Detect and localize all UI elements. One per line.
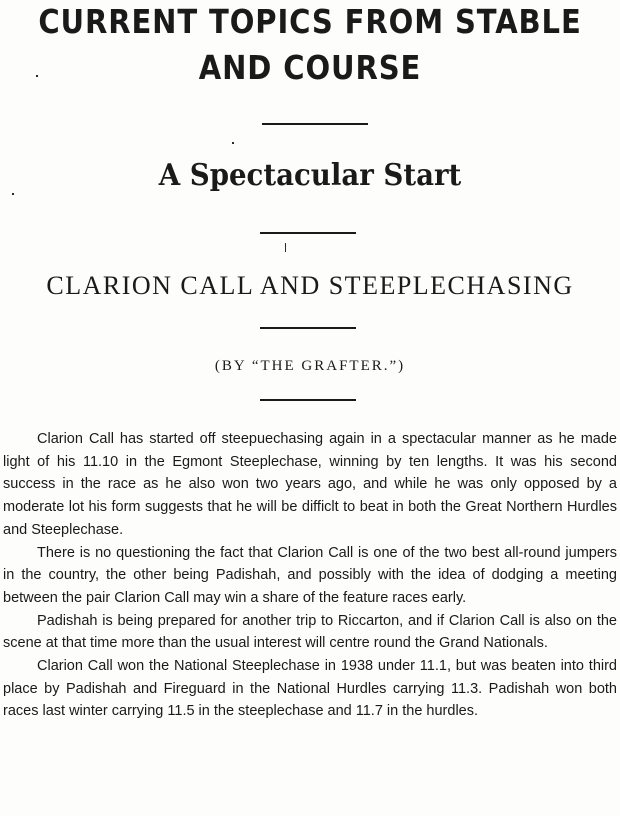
print-speck bbox=[36, 75, 38, 77]
paragraph: There is no questioning the fact that Clarion Call is one of the two best all-round jumpers in the country, the other being Padishah, and possibly with the idea of dodging a meeting between the pair Clarion Call may win a share of the feature races early. bbox=[3, 544, 617, 606]
paragraph: Clarion Call has started off steepuechasing again in a spectacular manner as he made light of his 11.10 in the Egmont Steeplechase, winning by ten lengths. It was his second success in the race as he also won two years ago, and while he was only opposed by a moderate lot his form suggests that he will be difficlt to beat in both the Great Northern Hurdles and Steeplechase. bbox=[3, 431, 617, 538]
print-speck bbox=[285, 243, 286, 252]
paragraph: Padishah is being prepared for another trip to Riccarton, and if Clarion Call is also on the scene at that time more than the usual interest will centre round the Grand Nationals. bbox=[3, 612, 617, 652]
article-body bbox=[3, 428, 617, 723]
divider-rule-2 bbox=[260, 232, 356, 234]
divider-rule-4 bbox=[260, 399, 356, 401]
headline-line-2: AND COURSE bbox=[198, 48, 422, 87]
print-speck bbox=[12, 193, 14, 195]
divider-rule-1 bbox=[262, 123, 368, 125]
paragraph: Clarion Call won the National Steeplechase in 1938 under 11.1, but was beaten into third place by Padishah and Fireguard in the National Hurdles carrying 11.3. Padishah won both races last winter carrying 11.5 in the steeplechase and 11.7 in the hurdles. bbox=[3, 658, 617, 720]
subheadline: A Spectacular Start bbox=[158, 158, 462, 193]
byline: (BY “THE GRAFTER.”) bbox=[214, 358, 406, 374]
divider-rule-3 bbox=[260, 327, 356, 329]
section-heading: CLARION CALL AND STEEPLECHASING bbox=[46, 271, 574, 300]
headline-line-1: CURRENT TOPICS FROM STABLE bbox=[38, 2, 582, 41]
print-speck bbox=[232, 142, 234, 144]
